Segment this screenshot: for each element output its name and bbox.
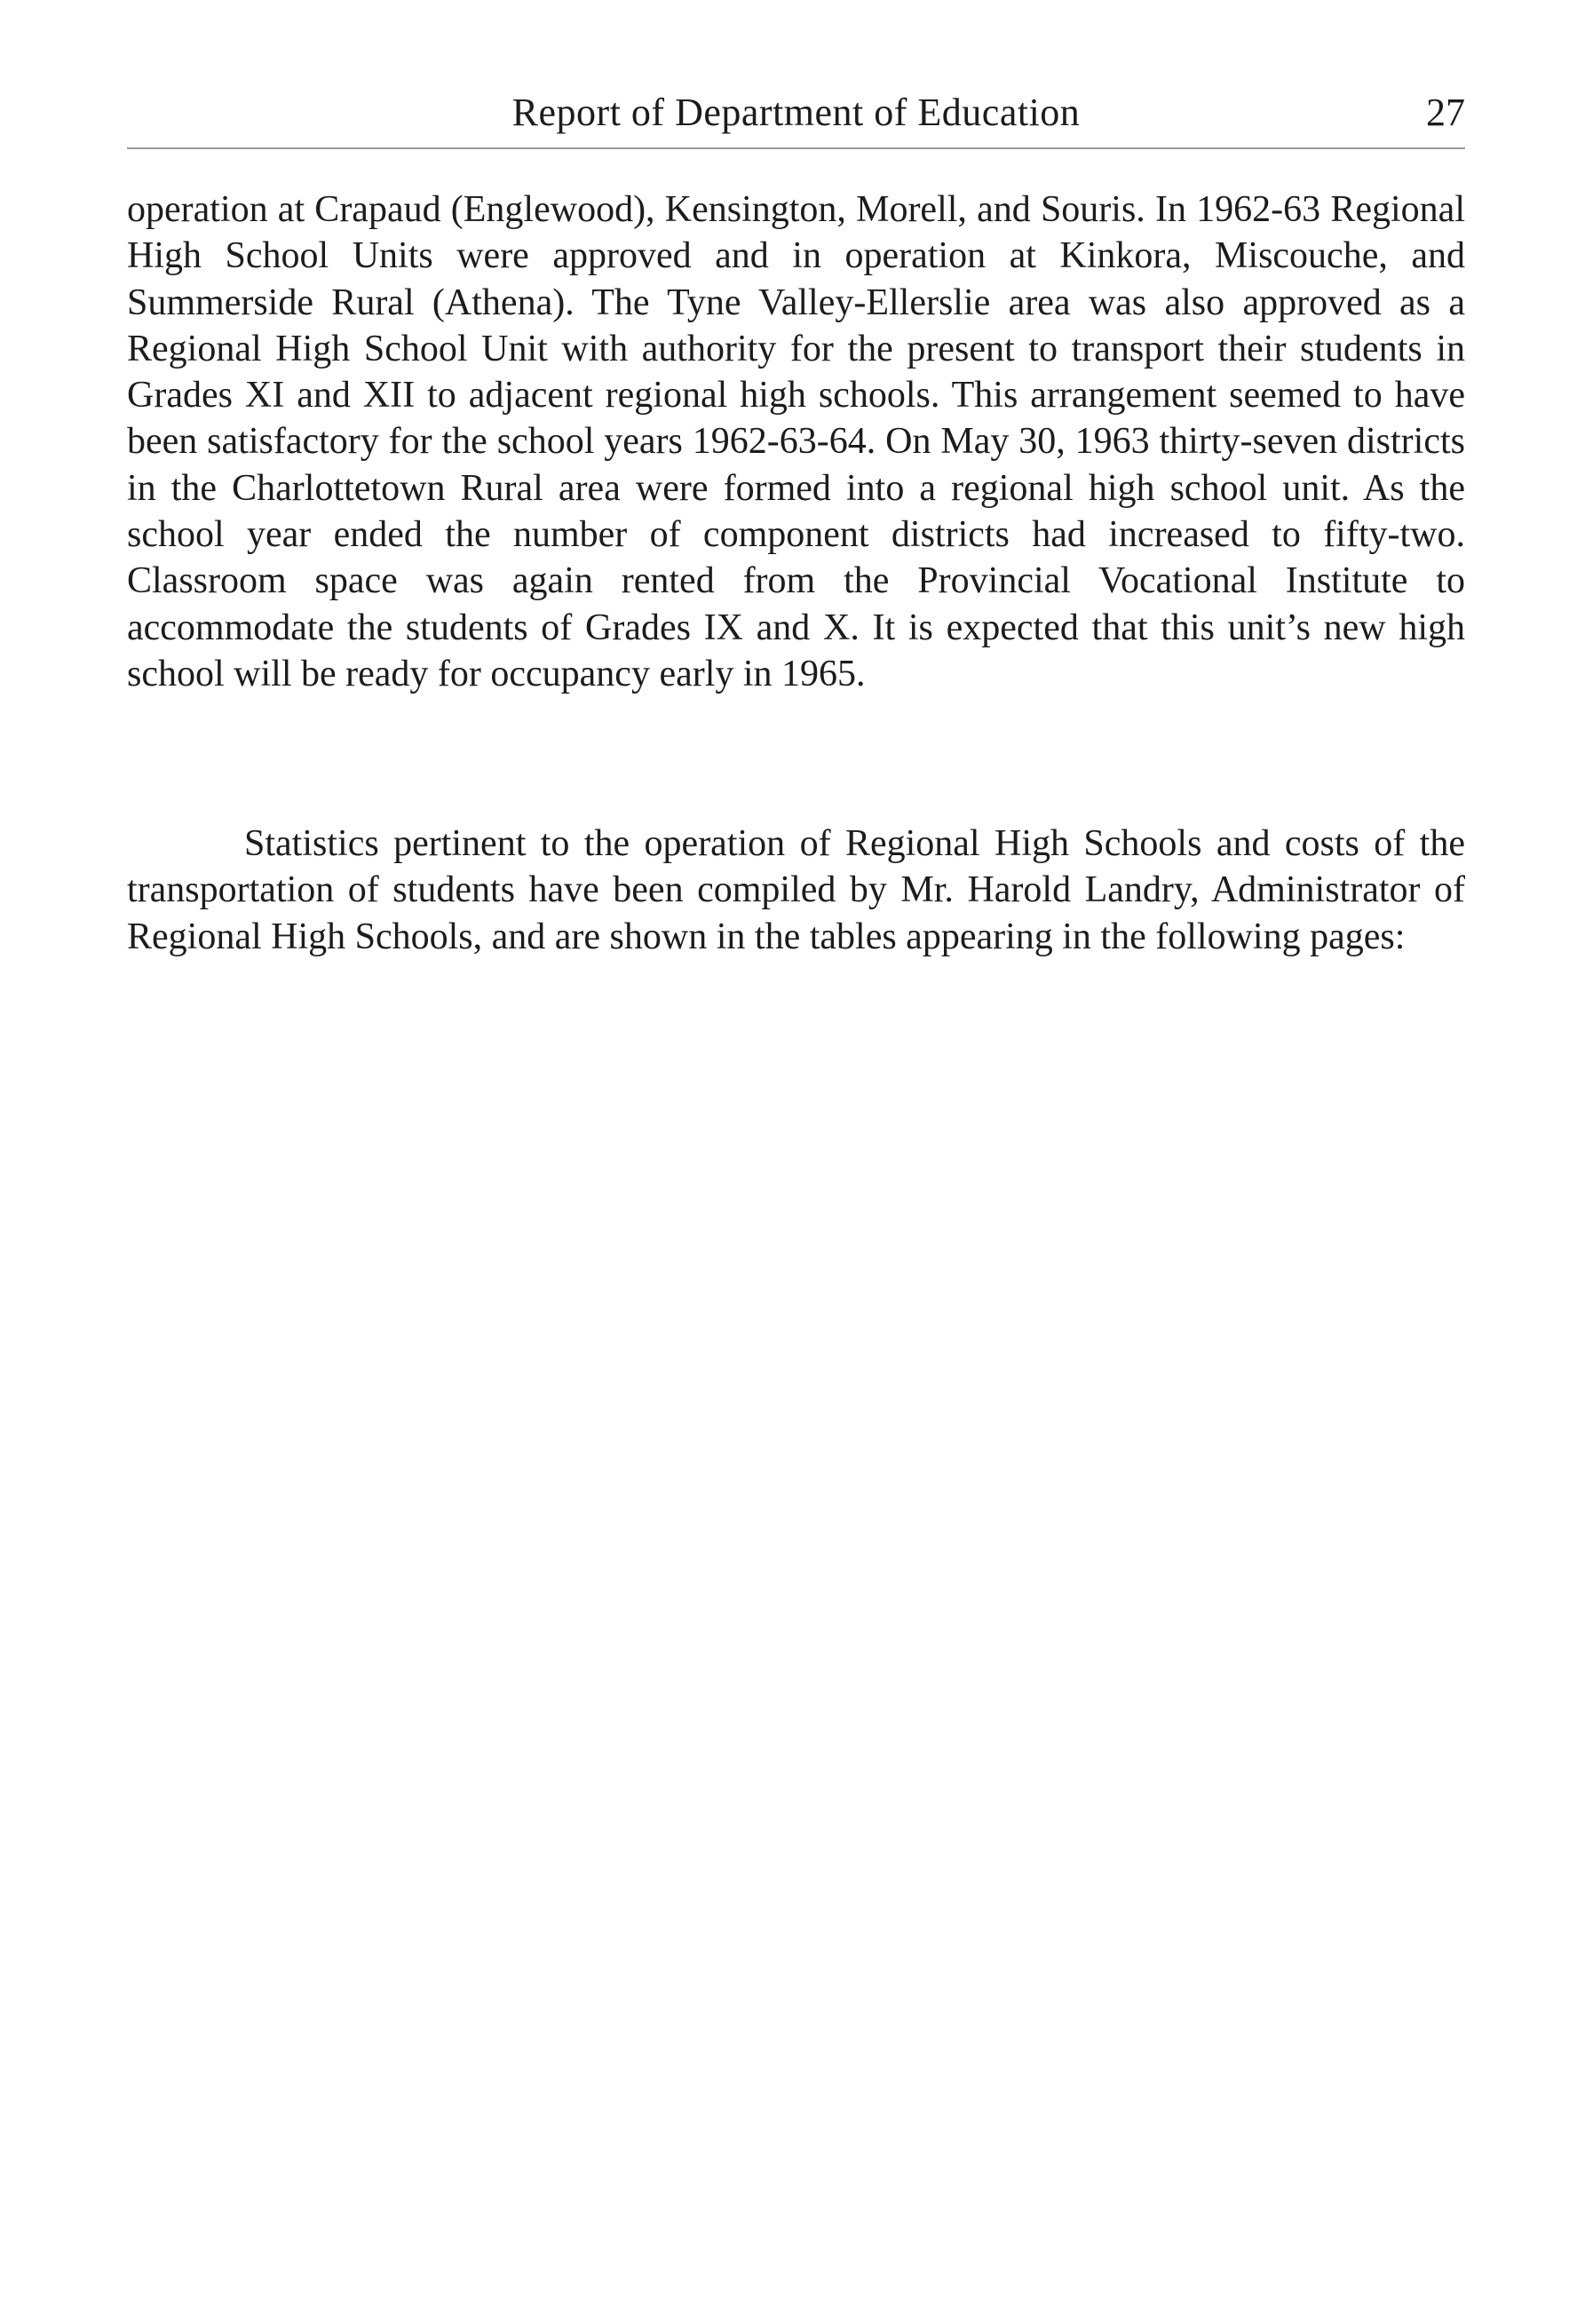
header-rule bbox=[127, 147, 1465, 149]
running-head bbox=[127, 84, 1465, 141]
body-paragraph: operation at Crapaud (Englewood), Kensington, Morell, and Souris. In 1962-63 Regional High School Units were approved and in operation at Kinkora, Miscouche, and Summerside Rural (Athena). The Tyne Valley-Ellerslie area was also approved as a Regional High School Unit with authority for the present to transport their students in Grades XI and XII to adjacent regional high schools. This arrangement seemed to have been satisfactory for the school years 1962-63-64. On May 30, 1963 thirty-seven districts in the Charlottetown Rural area were formed into a regional high school unit. As the school year ended the number of component districts had increased to fifty-two. Classroom space was again rented from the Provincial Vocational Institute to accommodate the students of Grades IX and X. It is expected that this unit’s new high school will be ready for occupancy early in 1965. bbox=[127, 189, 1465, 694]
page-number: 27 bbox=[1426, 91, 1465, 134]
running-title: Report of Department of Education bbox=[511, 91, 1081, 134]
body-paragraph: Statistics pertinent to the operation of Regional High Schools and costs of the transportation of students have been compiled by Mr. Harold Landry, Administrator of Regional High Schools, and are shown in the tables appearing in the following pages: bbox=[127, 823, 1465, 957]
